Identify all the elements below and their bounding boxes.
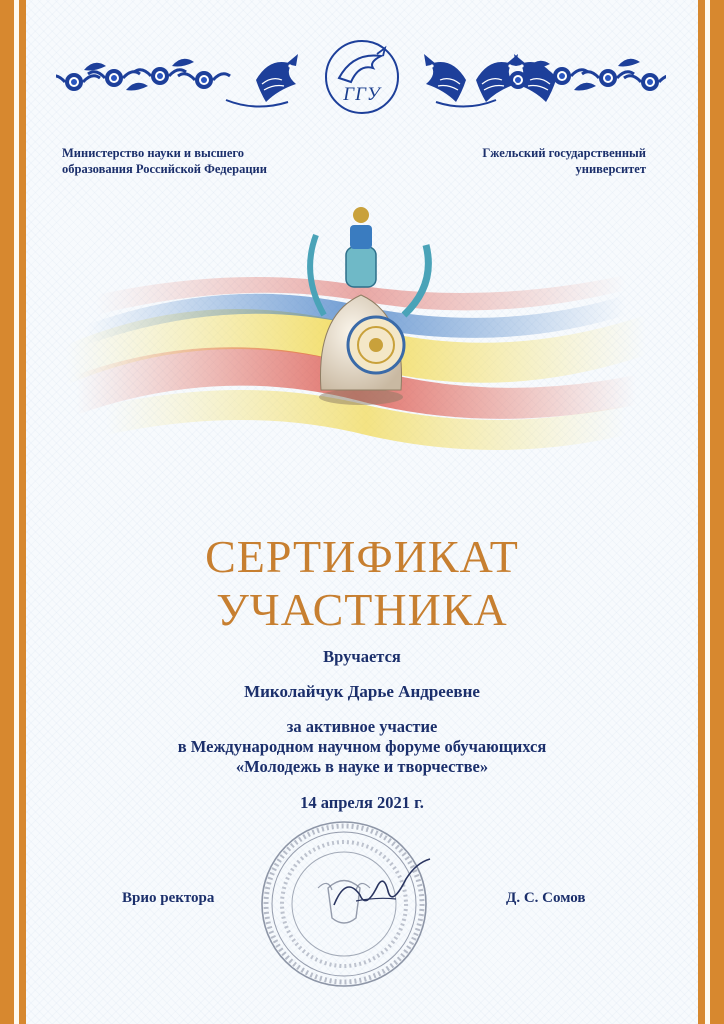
reason-line-3: «Молодежь в науке и творчестве» xyxy=(235,757,489,776)
university-logo xyxy=(323,38,401,116)
reason-line-2: в Международном научном форуме обучающихся xyxy=(177,737,547,756)
ministry-line-2: образования Российской Федерации xyxy=(62,162,267,176)
issue-date: 14 апреля 2021 г. xyxy=(300,793,424,812)
certificate-subtitle: УЧАСТНИКА xyxy=(216,584,508,635)
university-line-2: университет xyxy=(575,162,646,176)
certificate-page xyxy=(26,0,698,1024)
ministry-line-1: Министерство науки и высшего xyxy=(62,146,245,160)
reason-line-1: за активное участие xyxy=(286,717,438,736)
rector-signature xyxy=(326,855,436,925)
signature-position: Врио ректора xyxy=(122,890,215,906)
university-line-1: Гжельский государственный xyxy=(482,146,646,160)
certificate-title: СЕРТИФИКАТ xyxy=(205,531,519,582)
recipient-name: Миколайчук Дарье Андреевне xyxy=(244,682,480,701)
ceramic-vessel-illustration xyxy=(66,175,646,485)
presented-label: Вручается xyxy=(323,647,401,666)
signer-name: Д. С. Сомов xyxy=(506,890,586,906)
ministry-header xyxy=(62,145,342,177)
logo-text: ГГУ xyxy=(343,84,381,105)
university-header xyxy=(406,145,646,177)
